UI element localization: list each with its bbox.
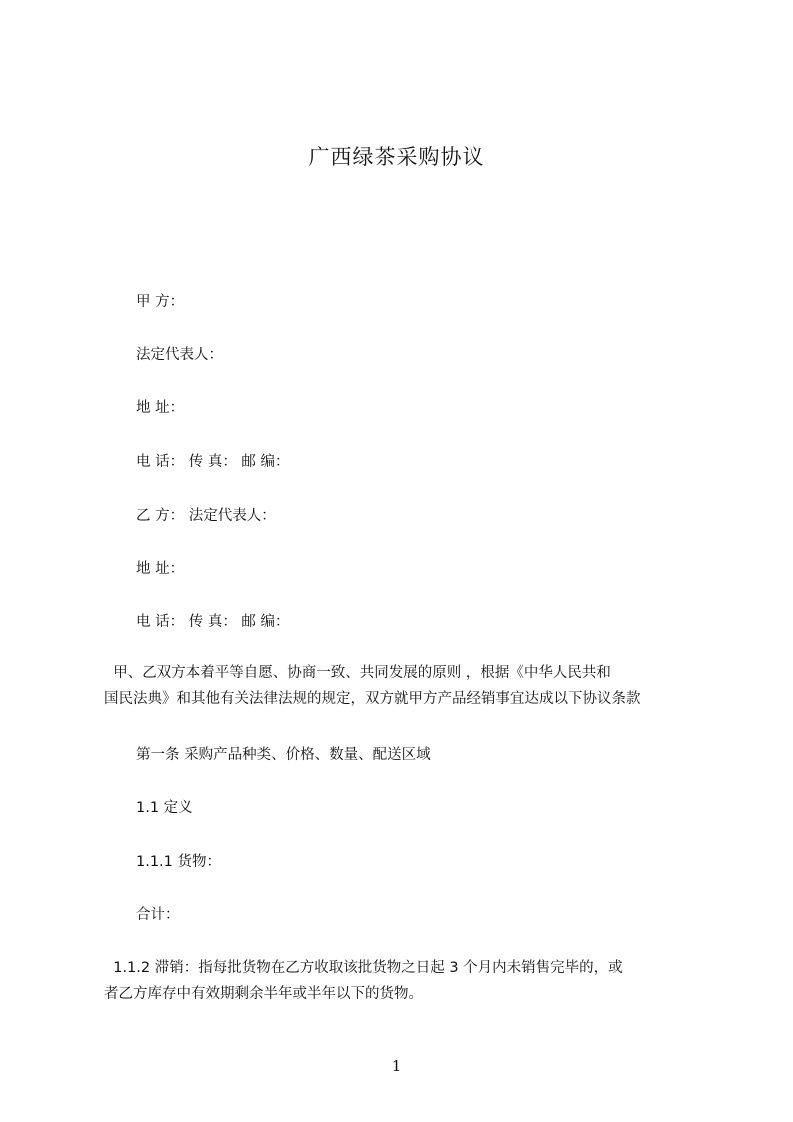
party-b-address: 地 址： [136,561,185,577]
party-a-contact: 电 话： 传 真： 邮 编： [136,454,290,470]
page-number: 1 [391,1057,402,1075]
article-1-heading: 第一条 采购产品种类、价格、数量、配送区域 [136,747,431,763]
section-1-1-2-line-1: 1.1.2 滞销：指每批货物在乙方收取该批货物之日起 3 个月内未销售完毕的，或 [104,960,623,976]
party-a-address: 地 址： [136,400,185,416]
party-a-legal-rep: 法定代表人： [136,347,223,363]
document-title: 广西绿茶采购协议 [308,145,485,169]
party-b-contact: 电 话： 传 真： 邮 编： [136,614,290,630]
section-1-1-2-paragraph [104,955,714,1007]
section-1-1-2-line-2: 者乙方库存中有效期剩余半年或半年以下的货物。 [104,986,423,1002]
party-b-label-and-rep: 乙 方： 法定代表人： [136,508,276,524]
preamble-line-1: 甲、乙双方本着平等自愿、协商一致、共同发展的原则 ，根据《中华人民共和 [104,665,611,681]
total-label: 合计： [136,907,180,923]
preamble-line-2: 国民法典》和其他有关法律法规的规定，双方就甲方产品经销事宜达成以下协议条款 [104,691,641,707]
section-1-1: 1.1 定义 [136,800,193,816]
section-1-1-1: 1.1.1 货物： [136,854,222,870]
preamble-paragraph [104,660,714,712]
party-a-label: 甲 方： [136,294,185,310]
